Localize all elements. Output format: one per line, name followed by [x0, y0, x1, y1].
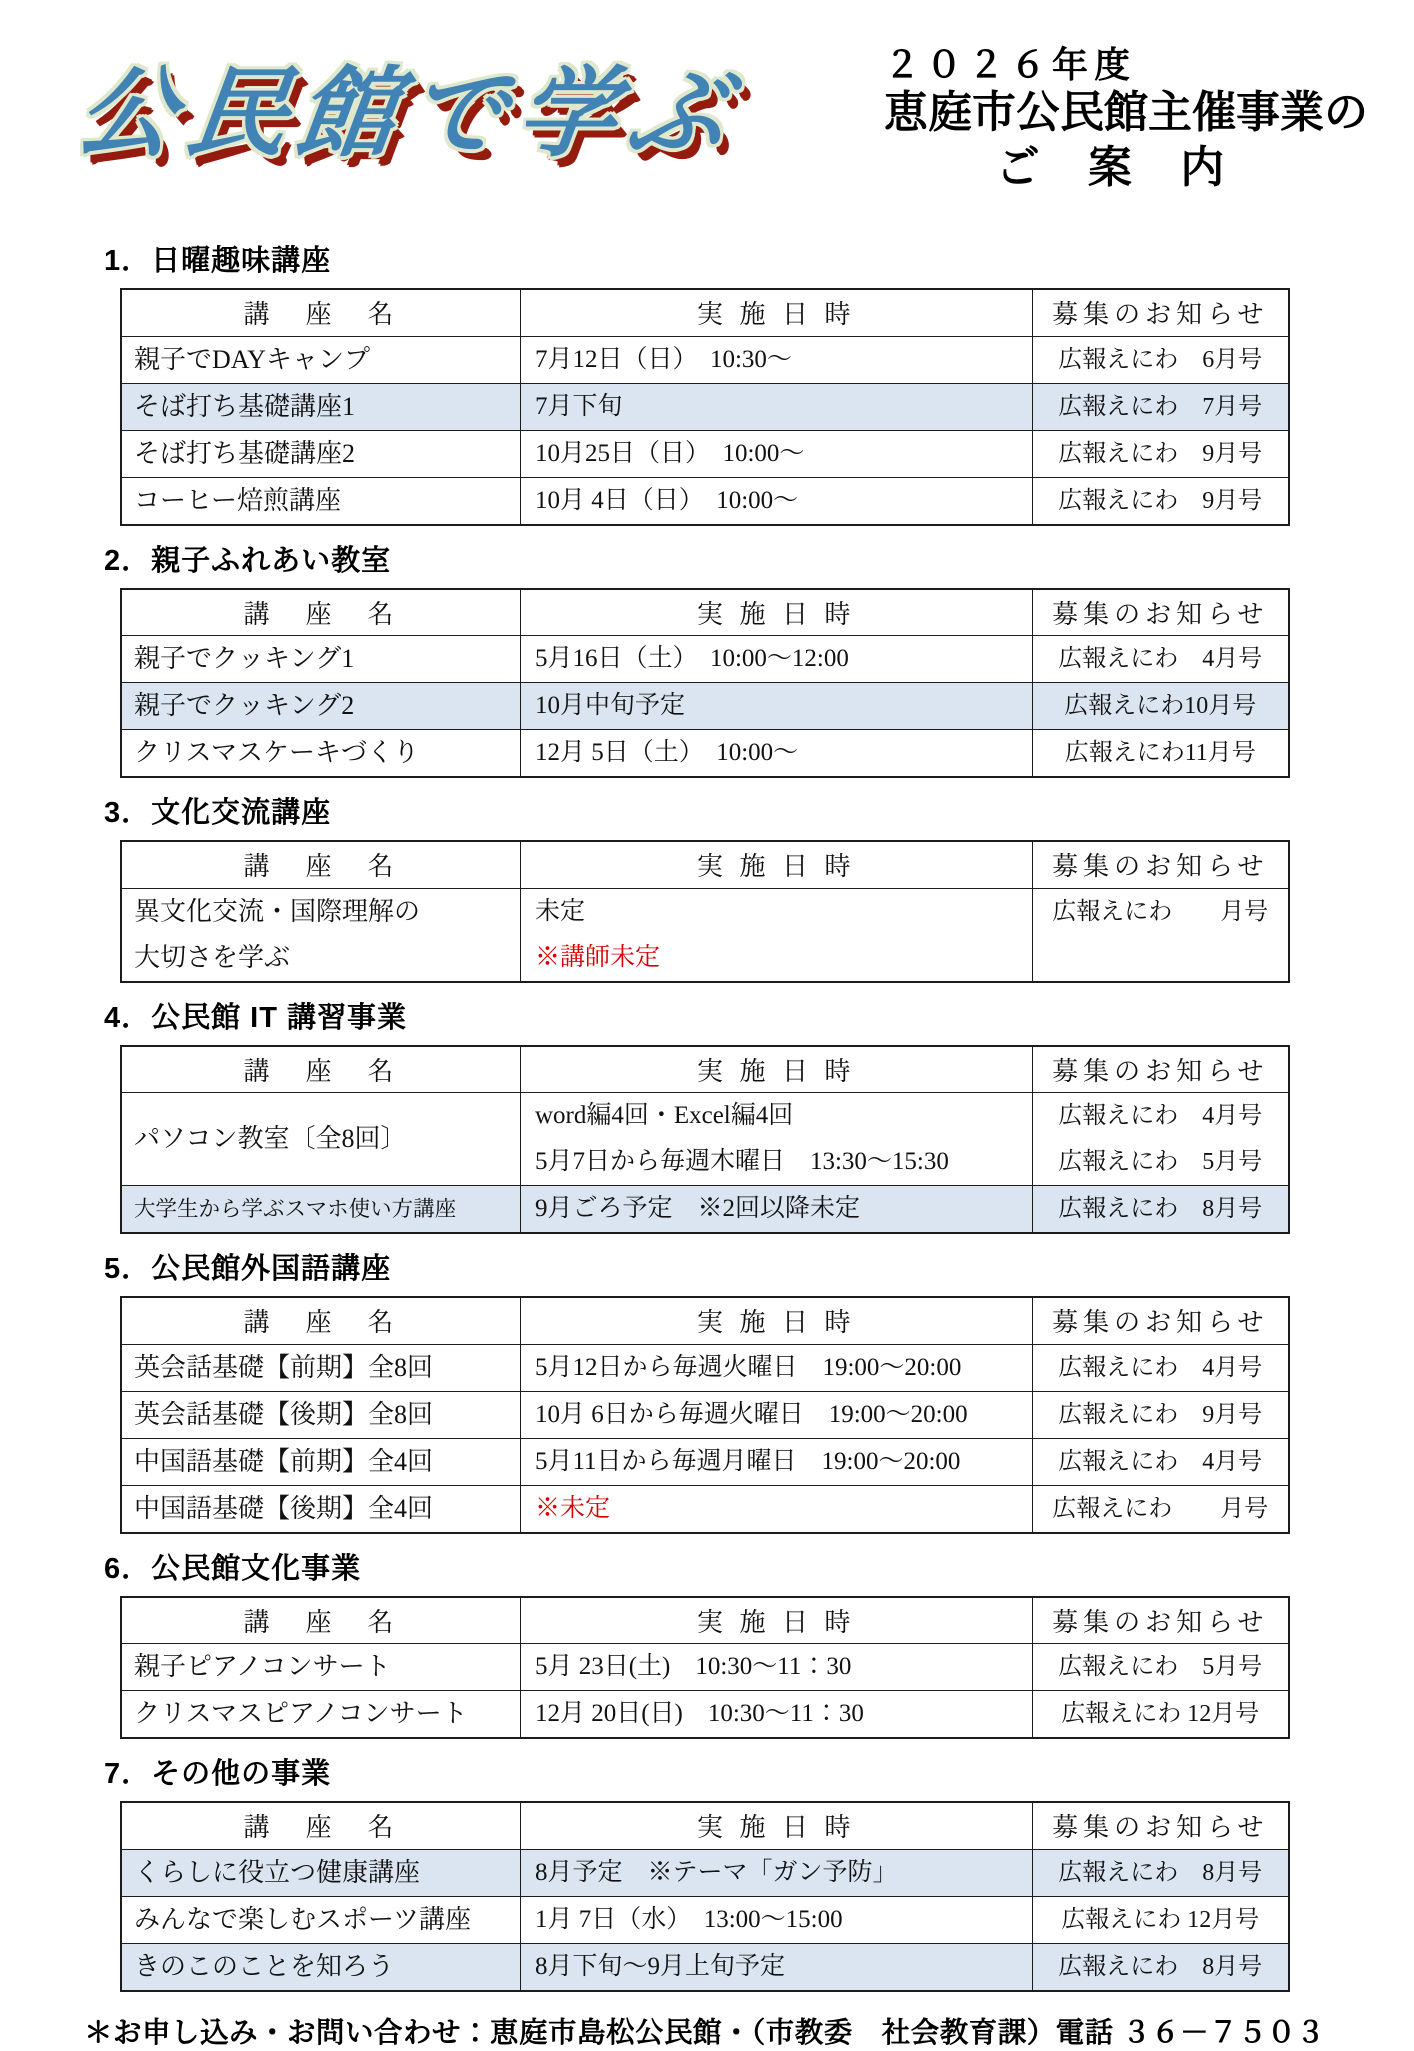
notice-text: 広報えにわ 9月号: [1058, 487, 1263, 514]
schedule-header: 実 施 日 時: [520, 1802, 1032, 1849]
course-name-text: くらしに役立つ健康講座: [134, 1857, 421, 1887]
notice-header: 募集のお知らせ: [1032, 841, 1289, 888]
table-row: [121, 1093, 1289, 1186]
sections-container: [0, 208, 1414, 1992]
course-name-text: 中国語基礎【前期】全4回: [134, 1446, 434, 1476]
course-name-text: そば打ち基礎講座1: [134, 391, 356, 421]
schedule-text: 10月中旬予定: [534, 692, 685, 719]
schedule-cell: [520, 1691, 1032, 1739]
course-name-cell: [121, 1344, 520, 1391]
course-name-text: 大学生から学ぶスマホ使い方講座: [134, 1197, 457, 1221]
schedule-text: 7月下旬: [534, 392, 623, 420]
course-name-text: みんなで楽しむスポーツ講座: [134, 1904, 471, 1934]
course-name-cell: [121, 1485, 520, 1533]
notice-header: 募集のお知らせ: [1032, 1297, 1289, 1344]
notice-cell: [1032, 1485, 1289, 1533]
schedule-cell: [520, 730, 1032, 778]
notice-cell: [1032, 730, 1289, 778]
table-row: [121, 683, 1289, 730]
schedule-text: 5月 23日(土) 10:30～11：30: [534, 1653, 852, 1680]
notice-cell: [1032, 477, 1289, 525]
table-header-row: [121, 1297, 1289, 1344]
footer-contact: ＊お申し込み・お問い合わせ：恵庭市島松公民館・（市教委 社会教育課）電話 ３６－７５０３: [84, 2016, 1326, 2049]
course-name-text: 親子ピアノコンサート: [134, 1652, 391, 1681]
notice-header: 募集のお知らせ: [1032, 1597, 1289, 1644]
notice-header: 募集のお知らせ: [1032, 1802, 1289, 1849]
course-name-cell: [121, 383, 520, 430]
section-heading: 6．公民館文化事業: [104, 1552, 362, 1585]
table-header-row: [121, 841, 1289, 888]
course-table: [120, 1801, 1290, 1992]
schedule-text: 8月予定 ※テーマ「ガン予防」: [534, 1858, 898, 1886]
course-name-text: そば打ち基礎講座2: [134, 438, 356, 468]
notice-text: 広報えにわ 4月号: [1058, 646, 1263, 672]
course-name-header: 講 座 名: [121, 589, 520, 636]
schedule-text: 8月下旬～9月上旬予定: [534, 1952, 785, 1980]
table-row: [121, 888, 1289, 982]
course-name-text: 英会話基礎【後期】全8回: [134, 1399, 434, 1429]
document-header: [0, 30, 1414, 208]
course-name-cell: [121, 730, 520, 778]
course-table: [120, 1045, 1290, 1235]
schedule-cell: [520, 430, 1032, 477]
table-row: [121, 1849, 1289, 1896]
course-name-cell: [121, 888, 520, 982]
schedule-cell: [520, 383, 1032, 430]
course-name-cell: [121, 1691, 520, 1739]
schedule-cell: [520, 1896, 1032, 1943]
course-name-header: 講 座 名: [121, 1597, 520, 1644]
course-name-text: 英会話基礎【前期】全8回: [134, 1352, 434, 1382]
schedule-text: 10月 4日（日） 10:00～: [534, 486, 799, 514]
title-block: [884, 40, 1368, 195]
notice-text: 広報えにわ11月号: [1064, 740, 1256, 766]
schedule-text: word編4回・Excel編4回: [534, 1102, 794, 1129]
notice-text: 広報えにわ 5月号: [1058, 1149, 1263, 1175]
notice-text: 広報えにわ 12月号: [1061, 1906, 1260, 1933]
notice-text: 広報えにわ 月号: [1052, 1495, 1269, 1522]
section-heading: 7．その他の事業: [104, 1758, 332, 1790]
section-heading: 5．公民館外国語講座: [104, 1253, 392, 1285]
notice-text: 広報えにわ 6月号: [1058, 346, 1263, 373]
schedule-header: 実 施 日 時: [520, 589, 1032, 636]
schedule-cell: [520, 1344, 1032, 1391]
schedule-cell: [520, 336, 1032, 383]
notice-text: 広報えにわ 7月号: [1058, 393, 1263, 420]
schedule-text: 7月12日（日） 10:30～: [534, 345, 792, 373]
course-name-text: クリスマスピアノコンサート: [134, 1699, 468, 1728]
section-heading: 4．公民館 IT 講習事業: [104, 1001, 408, 1034]
notice-text: 広報えにわ 4月号: [1058, 1448, 1263, 1475]
course-name-cell: [121, 683, 520, 730]
notice-cell: [1032, 636, 1289, 683]
notice-text: 広報えにわ 4月号: [1058, 1103, 1263, 1129]
notice-cell: [1032, 383, 1289, 430]
notice-cell: [1032, 336, 1289, 383]
page-subtitle: ご 案 内: [995, 142, 1243, 192]
schedule-text: 10月25日（日） 10:00～: [534, 439, 805, 467]
notice-text: 広報えにわ 9月号: [1058, 440, 1263, 467]
notice-text: 広報えにわ10月号: [1064, 693, 1257, 719]
schedule-cell: [520, 683, 1032, 730]
notice-cell: [1032, 430, 1289, 477]
course-name-header: 講 座 名: [121, 289, 520, 336]
notice-cell: [1032, 1186, 1289, 1234]
schedule-cell: [520, 477, 1032, 525]
title-year: ２０２６年度: [884, 44, 1137, 85]
logo-text: 公民館で学ぶ: [71, 58, 745, 168]
schedule-text: 5月7日から毎週木曜日 13:30～15:30: [534, 1148, 949, 1175]
course-name-cell: [121, 1849, 520, 1896]
logo-wrap: [71, 40, 884, 168]
notice-text: 広報えにわ 8月号: [1058, 1196, 1263, 1222]
course-name-text: コーヒー焙煎講座: [134, 485, 341, 515]
course-name-cell: [121, 1943, 520, 1991]
table-row: [121, 730, 1289, 778]
course-name-header: 講 座 名: [121, 1297, 520, 1344]
notice-header: 募集のお知らせ: [1032, 289, 1289, 336]
schedule-header: 実 施 日 時: [520, 289, 1032, 336]
schedule-text: 12月 5日（土） 10:00～: [534, 739, 799, 766]
table-header-row: [121, 1802, 1289, 1849]
notice-cell: [1032, 1644, 1289, 1691]
course-name-cell: [121, 1438, 520, 1485]
schedule-cell: [520, 1391, 1032, 1438]
notice-header: 募集のお知らせ: [1032, 589, 1289, 636]
schedule-alert-text: ※未定: [534, 1494, 610, 1522]
table-row: [121, 1644, 1289, 1691]
section-heading: 1．日曜趣味講座: [104, 245, 332, 277]
schedule-cell: [520, 1485, 1032, 1533]
notice-cell: [1032, 1344, 1289, 1391]
course-name-header: 講 座 名: [121, 841, 520, 888]
schedule-header: 実 施 日 時: [520, 1297, 1032, 1344]
table-row: [121, 430, 1289, 477]
schedule-text: 1月 7日（水） 13:00～15:00: [534, 1905, 843, 1933]
table-row: [121, 336, 1289, 383]
notice-cell: [1032, 1438, 1289, 1485]
schedule-alert-text: ※講師未定: [534, 943, 660, 971]
notice-header: 募集のお知らせ: [1032, 1046, 1289, 1093]
table-row: [121, 1691, 1289, 1739]
notice-text: 広報えにわ 月号: [1052, 898, 1269, 925]
page-title: 恵庭市公民館主催事業の: [884, 88, 1368, 137]
notice-cell: [1032, 1691, 1289, 1739]
table-row: [121, 1438, 1289, 1485]
course-name-text: 親子でDAYキャンプ: [134, 344, 370, 374]
schedule-header: 実 施 日 時: [520, 841, 1032, 888]
table-row: [121, 1896, 1289, 1943]
course-table: [120, 840, 1290, 983]
notice-text: 広報えにわ 9月号: [1058, 1401, 1263, 1428]
schedule-cell: [520, 1943, 1032, 1991]
schedule-text: 12月 20日(日) 10:30～11：30: [534, 1700, 864, 1727]
course-name-text: 親子でクッキング2: [134, 691, 355, 720]
course-table: [120, 1596, 1290, 1740]
schedule-header: 実 施 日 時: [520, 1046, 1032, 1093]
notice-cell: [1032, 1896, 1289, 1943]
notice-cell: [1032, 1093, 1289, 1186]
table-header-row: [121, 289, 1289, 336]
course-name-cell: [121, 1896, 520, 1943]
course-table: [120, 1296, 1290, 1534]
schedule-header: 実 施 日 時: [520, 1597, 1032, 1644]
schedule-cell: [520, 1849, 1032, 1896]
section-heading: 2．親子ふれあい教室: [104, 544, 392, 577]
section-heading: 3．文化交流講座: [104, 797, 332, 829]
schedule-text: 10月 6日から毎週火曜日 19:00～20:00: [534, 1400, 968, 1428]
course-name-text: クリスマスケーキづくり: [134, 738, 419, 767]
table-row: [121, 1485, 1289, 1533]
schedule-cell: [520, 1644, 1032, 1691]
schedule-cell: [520, 888, 1032, 982]
notice-text: 広報えにわ 12月号: [1061, 1701, 1260, 1727]
notice-text: 広報えにわ 8月号: [1058, 1953, 1263, 1980]
table-row: [121, 477, 1289, 525]
table-row: [121, 1943, 1289, 1991]
notice-cell: [1032, 1943, 1289, 1991]
schedule-cell: [520, 636, 1032, 683]
course-name-text: 親子でクッキング1: [134, 644, 355, 673]
course-name-header: 講 座 名: [121, 1802, 520, 1849]
course-name-cell: [121, 477, 520, 525]
table-header-row: [121, 1046, 1289, 1093]
course-name-cell: [121, 1644, 520, 1691]
schedule-text: 9月ごろ予定 ※2回以降未定: [534, 1195, 860, 1222]
course-name-header: 講 座 名: [121, 1046, 520, 1093]
course-name-text: きのこのことを知ろう: [134, 1951, 395, 1981]
course-name-text: 大切さを学ぶ: [134, 942, 291, 972]
course-name-cell: [121, 430, 520, 477]
course-name-text: 異文化交流・国際理解の: [134, 896, 421, 926]
notice-cell: [1032, 1849, 1289, 1896]
table-row: [121, 1186, 1289, 1234]
notice-cell: [1032, 683, 1289, 730]
course-table: [120, 588, 1290, 779]
table-row: [121, 1391, 1289, 1438]
schedule-text: 未定: [534, 897, 585, 925]
schedule-text: 5月11日から毎週月曜日 19:00～20:00: [534, 1447, 961, 1475]
schedule-cell: [520, 1093, 1032, 1186]
table-row: [121, 1344, 1289, 1391]
schedule-cell: [520, 1186, 1032, 1234]
notice-cell: [1032, 1391, 1289, 1438]
table-row: [121, 383, 1289, 430]
course-name-cell: [121, 336, 520, 383]
course-name-text: 中国語基礎【後期】全4回: [134, 1493, 434, 1523]
notice-text: 広報えにわ 5月号: [1058, 1654, 1263, 1680]
course-name-cell: [121, 636, 520, 683]
table-row: [121, 636, 1289, 683]
schedule-cell: [520, 1438, 1032, 1485]
course-name-text: パソコン教室〔全8回〕: [134, 1124, 407, 1153]
schedule-text: 5月12日から毎週火曜日 19:00～20:00: [534, 1353, 962, 1381]
course-name-cell: [121, 1093, 520, 1186]
course-name-cell: [121, 1186, 520, 1234]
notice-text: 広報えにわ 4月号: [1058, 1354, 1263, 1381]
schedule-text: 5月16日（土） 10:00～12:00: [534, 645, 849, 672]
notice-text: 広報えにわ 8月号: [1058, 1859, 1263, 1886]
course-table: [120, 288, 1290, 526]
table-header-row: [121, 1597, 1289, 1644]
notice-cell: [1032, 888, 1289, 982]
table-header-row: [121, 589, 1289, 636]
course-name-cell: [121, 1391, 520, 1438]
